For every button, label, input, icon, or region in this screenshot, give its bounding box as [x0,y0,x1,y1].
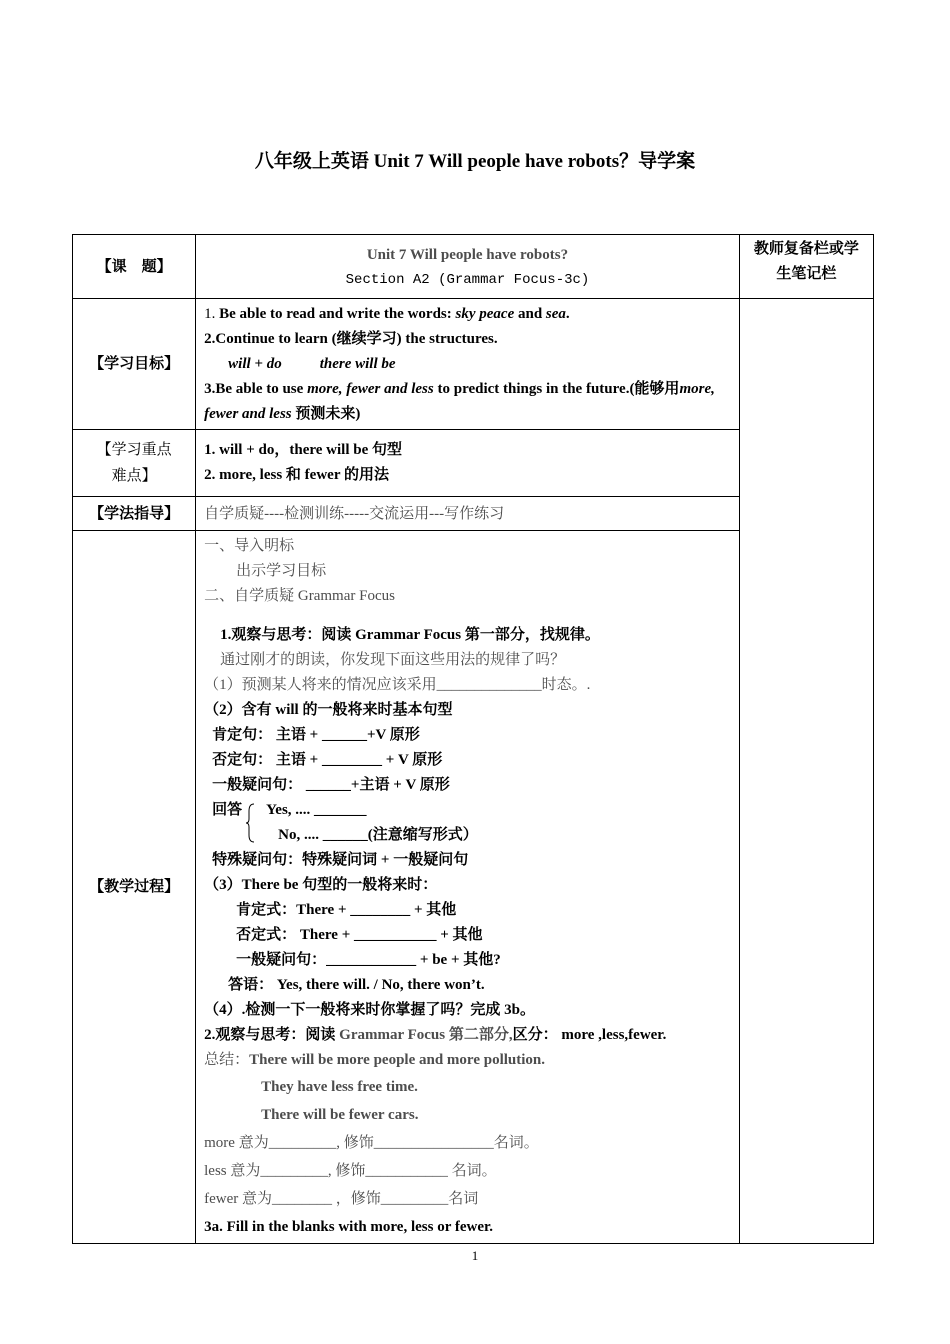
summary-1: 总结：There will be more people and more pollution. [204,1052,545,1068]
question-pattern: 一般疑问句： ______+主语 + V 原形 [212,777,450,793]
answer-no: No, .... ______(注意缩写形式） [278,827,478,843]
summary-3: There will be fewer cars. [261,1107,419,1123]
less-usage: less 意为_________, 修饰___________ 名词。 [204,1163,497,1179]
page-number: 1 [471,1248,479,1263]
brace-icon [246,803,255,843]
process-label: 【教学过程】 [73,531,196,1244]
question-1: （1）预测某人将来的情况应该采用______________时态。. [204,677,591,693]
header-row [73,235,874,299]
question-3: （3）There be 句型的一般将来时： [204,877,438,893]
there-be-answer: 答语： Yes, there will. / No, there won’t. [228,977,485,993]
section-subtitle: Section A2 (Grammar Focus-3c) [345,272,590,288]
objectives-label: 【学习目标】 [73,299,196,430]
objective-1: 1. Be able to read and write the words: sky peace and sea. [204,306,570,322]
more-usage: more 意为_________, 修饰________________名词。 [204,1135,539,1151]
key-points-content [196,430,740,497]
there-be-question: 一般疑问句：____________ + be + 其他? [236,952,501,968]
answer-yes: Yes, .... _______ [266,802,367,818]
lesson-title: Unit 7 Will people have robots? [366,247,569,263]
affirmative-pattern: 肯定句： 主语 + ______+V 原形 [212,727,420,743]
there-be-affirmative: 肯定式：There + ________ + 其他 [236,902,457,918]
there-be-negative: 否定式： There + ___________ + 其他 [236,927,483,943]
key-point-2: 2. more, less 和 fewer 的用法 [204,467,389,483]
notes-header-text: 教师复备栏或学生笔记栏 [753,241,859,282]
step-self-study: 二、自学质疑 Grammar Focus [204,588,395,604]
step-intro: 一、导入明标 [204,538,295,554]
key-point-1: 1. will + do，there will be 句型 [204,442,402,458]
objectives-content [196,299,740,430]
objective-2-structures: will + do there will be [228,356,396,372]
page-title: 八年级上英语 Unit 7 Will people have robots？导学案 [254,151,696,172]
method-content: 自学质疑----检测训练-----交流运用---写作练习 [196,497,740,531]
part1-question: 通过刚才的朗读，你发现下面这些用法的规律了吗？ [220,652,566,668]
objective-3: 3.Be able to use more, fewer and less to predict things in the future.(能够用more, fewer and less 预测未来) [204,381,715,422]
special-question: 特殊疑问句：特殊疑问词 + 一般疑问句 [212,852,469,868]
answer-block [204,798,731,848]
notes-column-body [739,299,873,1244]
objective-2: 2.Continue to learn (继续学习) the structures. [204,331,498,347]
lesson-plan-table [72,234,874,1244]
part1-title: 1.观察与思考：阅读 Grammar Focus 第一部分，找规律。 [220,627,600,643]
negative-pattern: 否定句： 主语 + ________ + V 原形 [212,752,443,768]
fewer-usage: fewer 意为________ ，修饰_________名词 [204,1191,479,1207]
objectives-row [73,299,874,430]
question-2: （2）含有 will 的一般将来时基本句型 [204,702,453,718]
key-points-label: 【学习重点 难点】 [73,430,196,497]
question-4: （4）.检测一下一般将来时你掌握了吗？完成 3b。 [204,1002,535,1018]
method-label: 【学法指导】 [73,497,196,531]
topic-label: 【课 题】 [73,235,196,299]
summary-2: They have less free time. [261,1079,418,1095]
part2-title: 2.观察与思考：阅读 Grammar Focus 第二部分,区分： more ,less,fewer. [204,1027,667,1043]
lesson-title-cell [196,235,740,299]
answer-label: 回答 [212,802,243,818]
process-content [196,531,740,1244]
step-intro-sub: 出示学习目标 [236,563,327,579]
exercise-3a: 3a. Fill in the blanks with more, less or fewer. [204,1219,494,1235]
notes-column-header [739,235,873,299]
